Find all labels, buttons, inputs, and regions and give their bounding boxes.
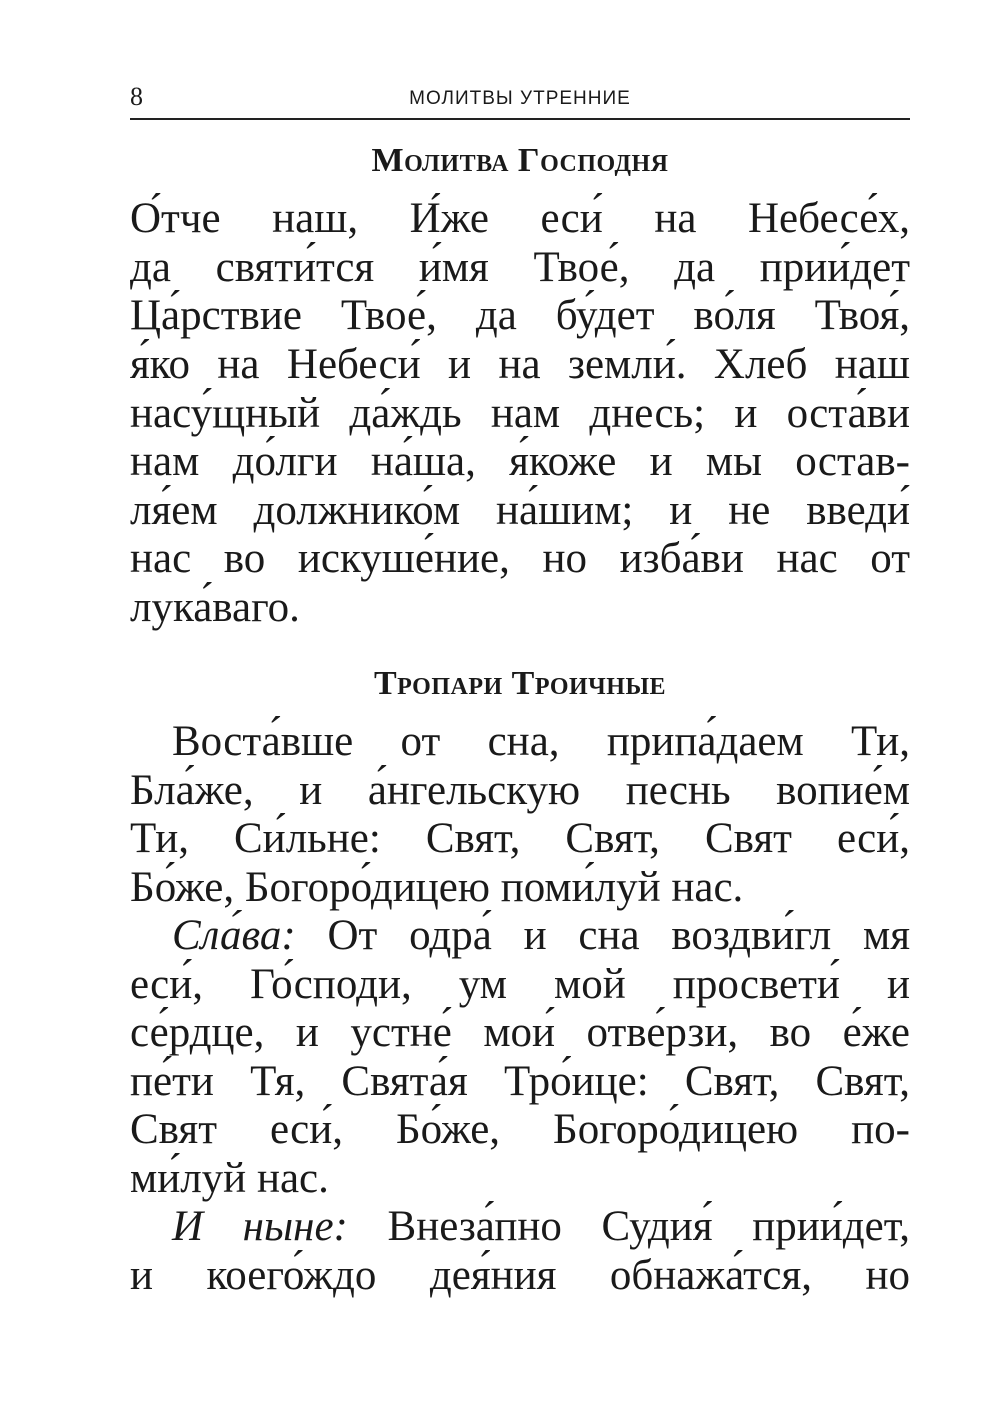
text-line: се́рдце, и устне́ мои́ отве́рзи, во е́же [130, 1009, 910, 1056]
text-line: ми́луй нас. [130, 1155, 329, 1202]
text-line: и коего́ждо дея́ния обнажа́тся, но [130, 1252, 910, 1299]
text-line: нас во искуше́ние, но изба́ви нас от [130, 535, 910, 582]
text-line: лука́ваго. [130, 584, 300, 631]
rubric-slava: Сла́ва: [172, 912, 296, 959]
text-line: Бо́же, Богоро́дицею поми́луй нас. [130, 864, 744, 911]
text-line: Ца́рствие Твое́, да бу́дет во́ля Твоя́, [130, 292, 910, 339]
text-line: еси́, Го́споди, ум мой просвети́ и [130, 961, 910, 1008]
page-number: 8 [130, 82, 143, 111]
text-line-i-nyne [130, 1202, 910, 1252]
running-header [130, 78, 910, 120]
text-line: Ти, Си́льне: Свят, Свят, Свят еси́, [130, 815, 910, 862]
text-fragment: Внеза́пно Судия́ прии́дет, [347, 1203, 910, 1250]
section-title-troparia: Тропари Троичные [373, 665, 667, 702]
rubric-i-nyne: И ныне: [172, 1203, 348, 1250]
text-line: нам до́лги на́ша, я́коже и мы остав- [130, 438, 910, 485]
text-line: Бла́же, и а́нгельскую песнь вопие́м [130, 767, 910, 814]
text-line-slava [130, 911, 910, 961]
text-fragment: От одра́ и сна воздви́гл мя [295, 912, 910, 959]
text-line: я́ко на Небеси́ и на земли́. Хлеб наш [130, 341, 910, 388]
text-line: пе́ти Тя, Свята́я Тро́ице: Свят, Свят, [130, 1058, 910, 1105]
text-line: да святи́тся и́мя Твое́, да прии́дет [130, 244, 910, 291]
book-page [130, 0, 910, 1403]
text-line: ля́ем должнико́м на́шим; и не введи́ [130, 487, 910, 534]
text-line: насу́щный да́ждь нам днесь; и оста́ви [130, 390, 910, 437]
text-line: Воста́вше от сна, припа́даем Ти, [172, 718, 910, 765]
section-title-lords-prayer: Молитва Господня [371, 142, 669, 179]
running-title: МОЛИТВЫ УТРЕННИЕ [409, 88, 631, 109]
text-line: Свят еси́, Бо́же, Богоро́дицею по- [130, 1106, 910, 1153]
text-line: О́тче наш, И́же еси́ на Небесе́х, [130, 195, 910, 242]
